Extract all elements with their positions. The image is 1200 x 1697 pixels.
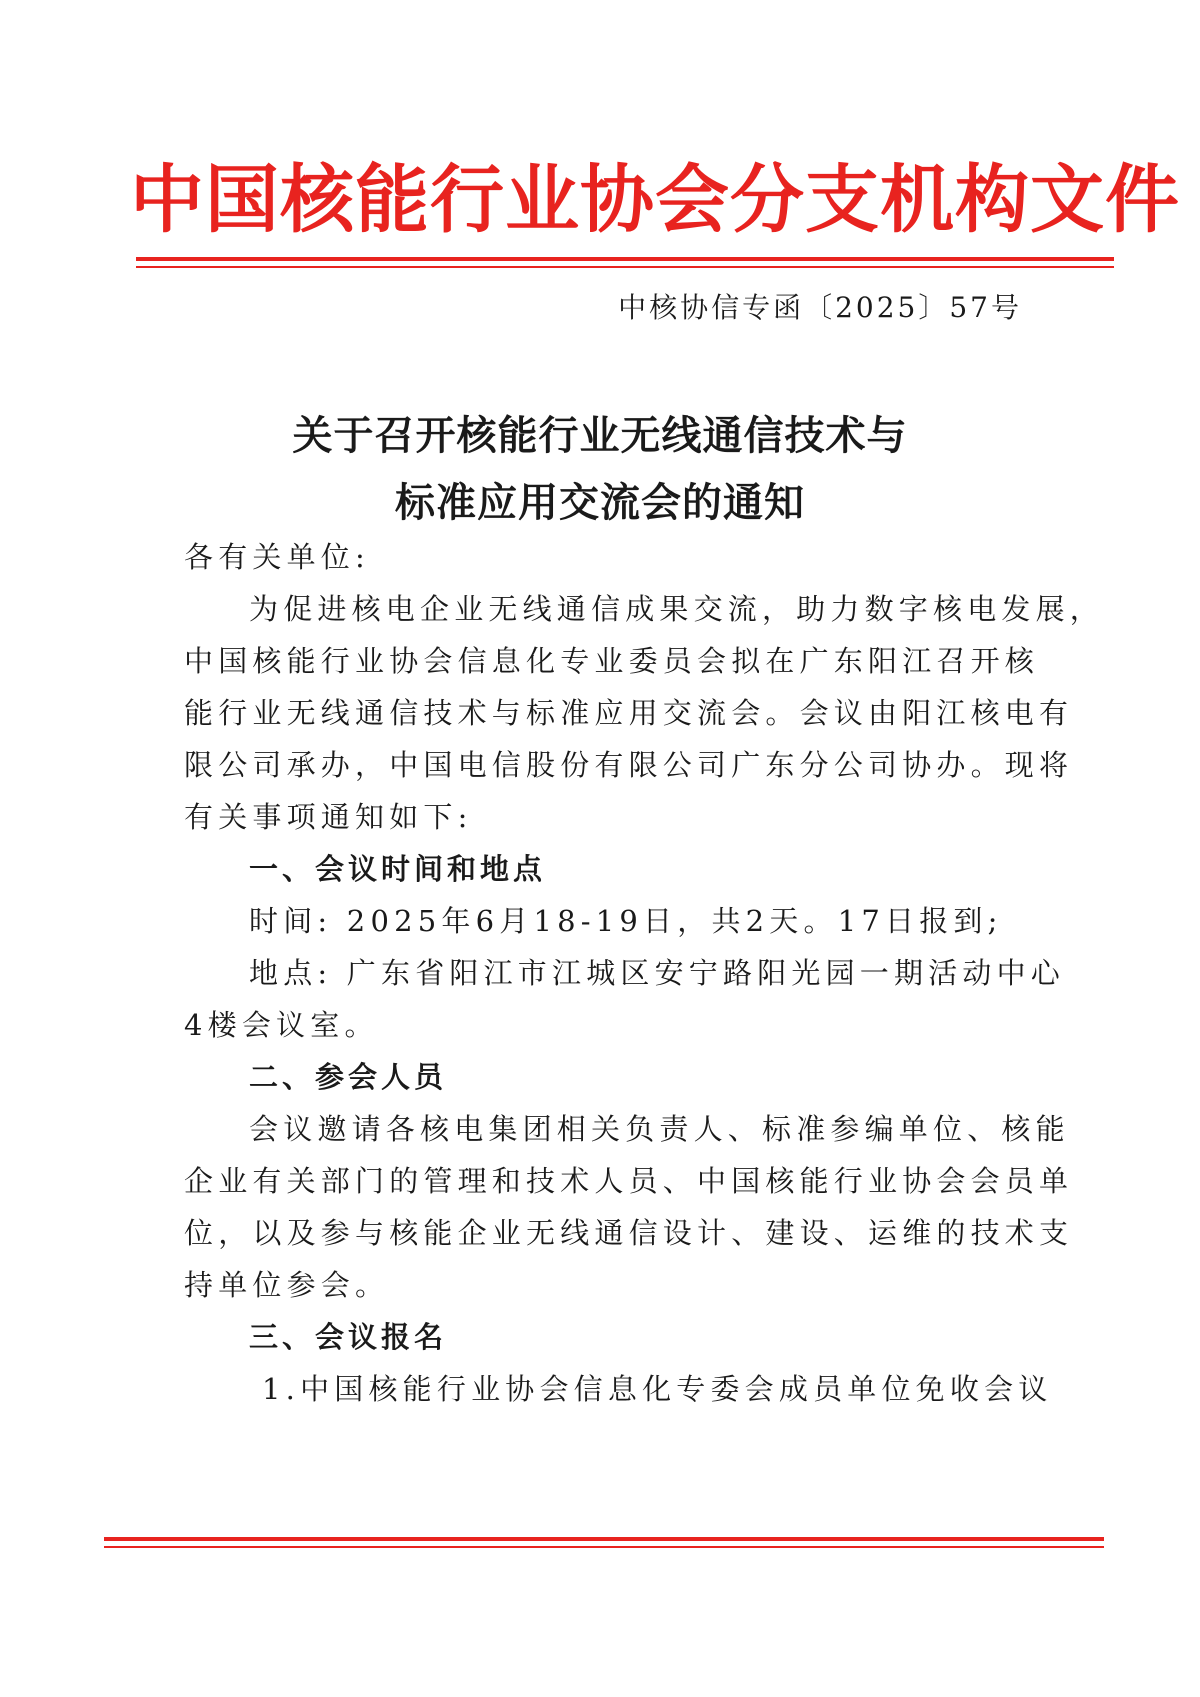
attendees-line: 会议邀请各核电集团相关负责人、标准参编单位、核能 bbox=[249, 1112, 1070, 1146]
attendees-line: 位，以及参与核能企业无线通信设计、建设、运维的技术支 bbox=[184, 1216, 1074, 1250]
document-number: 中核协信专函〔2025〕57号 bbox=[618, 291, 1022, 324]
notice-title-line-2: 标准应用交流会的通知 bbox=[395, 479, 805, 526]
salutation: 各有关单位: bbox=[184, 540, 370, 574]
header-red-rule-thin bbox=[136, 266, 1114, 268]
footer-red-rule-thin bbox=[104, 1546, 1104, 1548]
meeting-place-line: 地点: 广东省阳江市江城区安宁路阳光园一期活动中心 bbox=[249, 956, 1065, 990]
intro-line: 有关事项通知如下: bbox=[184, 800, 473, 834]
notice-title-line-1: 关于召开核能行业无线通信技术与 bbox=[292, 412, 908, 459]
attendees-line: 持单位参会。 bbox=[184, 1268, 390, 1302]
intro-line: 中国核能行业协会信息化专业委员会拟在广东阳江召开核 bbox=[184, 644, 1040, 678]
section-heading-registration: 三、会议报名 bbox=[249, 1320, 448, 1354]
footer-red-rule-thick bbox=[104, 1537, 1104, 1541]
intro-line: 限公司承办，中国电信股份有限公司广东分公司协办。现将 bbox=[184, 748, 1074, 782]
document-header-title: 中国核能行业协会分支机构文件 bbox=[130, 157, 1180, 243]
intro-line: 为促进核电企业无线通信成果交流，助力数字核电发展， bbox=[249, 592, 1105, 626]
registration-item: 1.中国核能行业协会信息化专委会成员单位免收会议 bbox=[262, 1372, 1053, 1406]
attendees-line: 企业有关部门的管理和技术人员、中国核能行业协会会员单 bbox=[184, 1164, 1074, 1198]
section-heading-attendees: 二、参会人员 bbox=[249, 1060, 448, 1094]
header-red-rule-thick bbox=[136, 257, 1114, 261]
section-heading-time-place: 一、会议时间和地点 bbox=[249, 852, 547, 886]
meeting-place-line: 4楼会议室。 bbox=[184, 1008, 379, 1042]
meeting-time: 时间: 2025年6月18-19日，共2天。17日报到; bbox=[249, 904, 1003, 938]
intro-line: 能行业无线通信技术与标准应用交流会。会议由阳江核电有 bbox=[184, 696, 1074, 730]
